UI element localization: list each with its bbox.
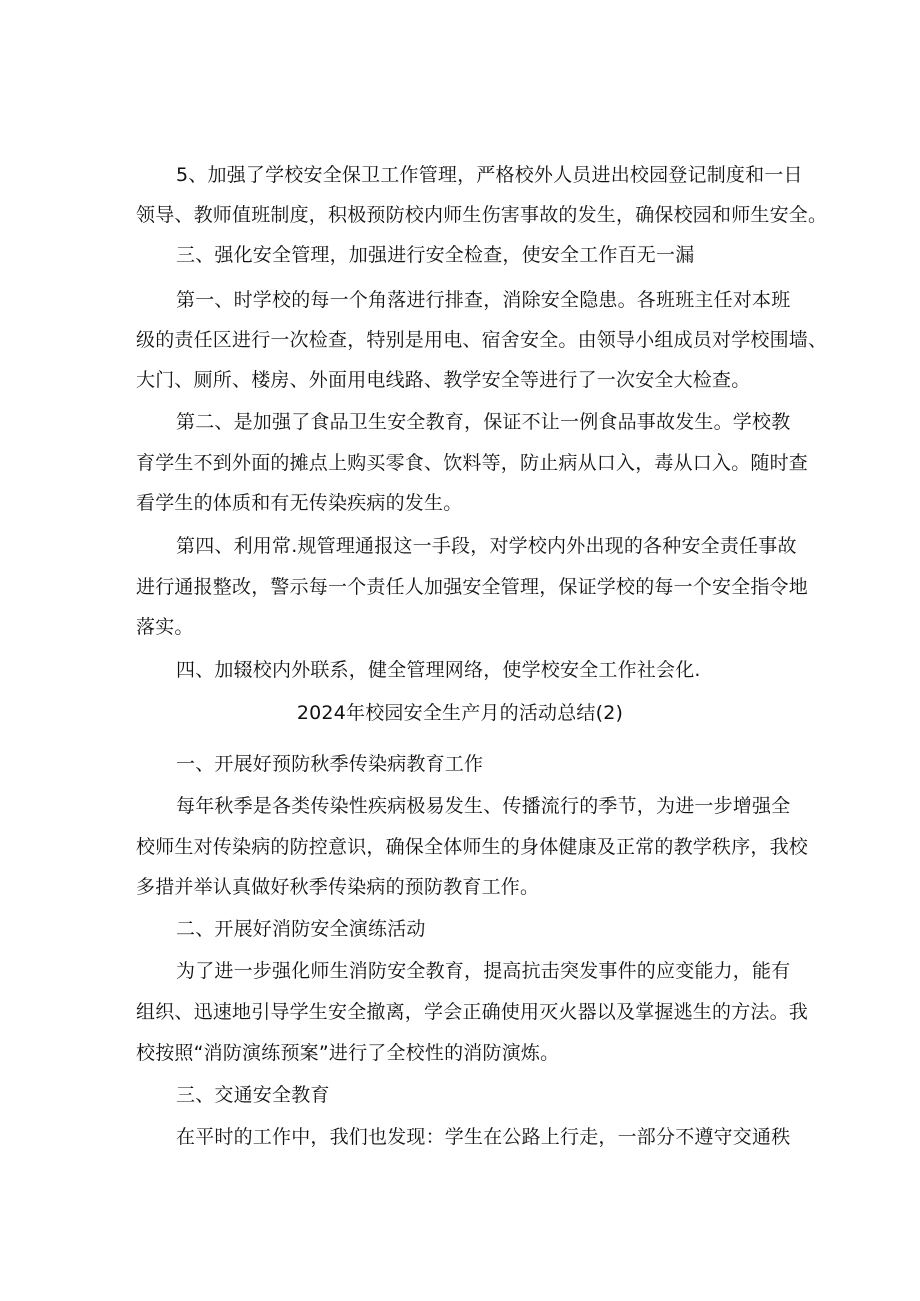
paragraph-line: 在平时的工作中，我们也发现：学生在公路上行走，一部分不遵守交通秩 [176,1126,791,1148]
paragraph-line: 5、加强了学校安全保卫工作管理，严格校外人员进出校园登记制度和一日 [176,164,803,186]
section-heading: 四、加辍校内外联系，健全管理网络，使学校安全工作社会化. [176,659,701,681]
paragraph-line: 第四、利用常.规管理通报这一手段，对学校内外出现的各种安全责任事故 [176,535,797,557]
section-heading: 一、开展好预防秋季传染病教育工作 [176,753,484,775]
paragraph-line: 落实。 [136,616,194,638]
paragraph-line: 第二、是加强了食品卫生安全教育，保证不让一例食品事故发生。学校教 [176,411,791,433]
paragraph-line: 校师生对传染病的防控意识，确保全体师生的身体健康及正常的教学秩序，我校 [136,836,809,858]
paragraph-line: 第一、时学校的每一个角落进行排查，消除安全隐患。各班班主任对本班 [176,289,791,311]
section-heading: 三、强化安全管理，加强进行安全检查，使安全工作百无一漏 [176,244,695,266]
paragraph-line: 校按照“消防演练预案”进行了全校性的消防演炼。 [136,1042,560,1064]
paragraph-line: 多措并举认真做好秋季传染病的预防教育工作。 [136,876,540,898]
section-heading: 二、开展好消防安全演练活动 [176,918,426,940]
paragraph-line: 进行通报整改，警示每一个责任人加强安全管理，保证学校的每一个安全指令地 [136,576,809,598]
paragraph-line: 看学生的体质和有无传染疾病的发生。 [136,492,463,514]
paragraph-line: 每年秋季是各类传染性疾病极易发生、传播流行的季节，为进一步增强全 [176,795,791,817]
paragraph-line: 为了进一步强化师生消防安全教育，提高抗击突发事件的应变能力，能有 [176,960,791,982]
document-title: 2024年校园安全生产月的活动总结(2) [296,702,624,724]
paragraph-line: 领导、教师值班制度，积极预防校内师生伤害事故的发生，确保校园和师生安全。 [136,204,828,226]
section-heading: 三、交通安全教育 [176,1084,330,1106]
paragraph-line: 级的责任区进行一次检查，特别是用电、宿舍安全。由领导小组成员对学校围墙、 [136,329,828,351]
paragraph-line: 育学生不到外面的摊点上购买零食、饮料等，防止病从口入，毒从口入。随时查 [136,452,809,474]
paragraph-line: 大门、厕所、楼房、外面用电线路、教学安全等进行了一次安全大检查。 [136,369,751,391]
paragraph-line: 组织、迅速地引导学生安全撤离，学会正确使用灭火器以及掌握逃生的方法。我 [136,1001,809,1023]
